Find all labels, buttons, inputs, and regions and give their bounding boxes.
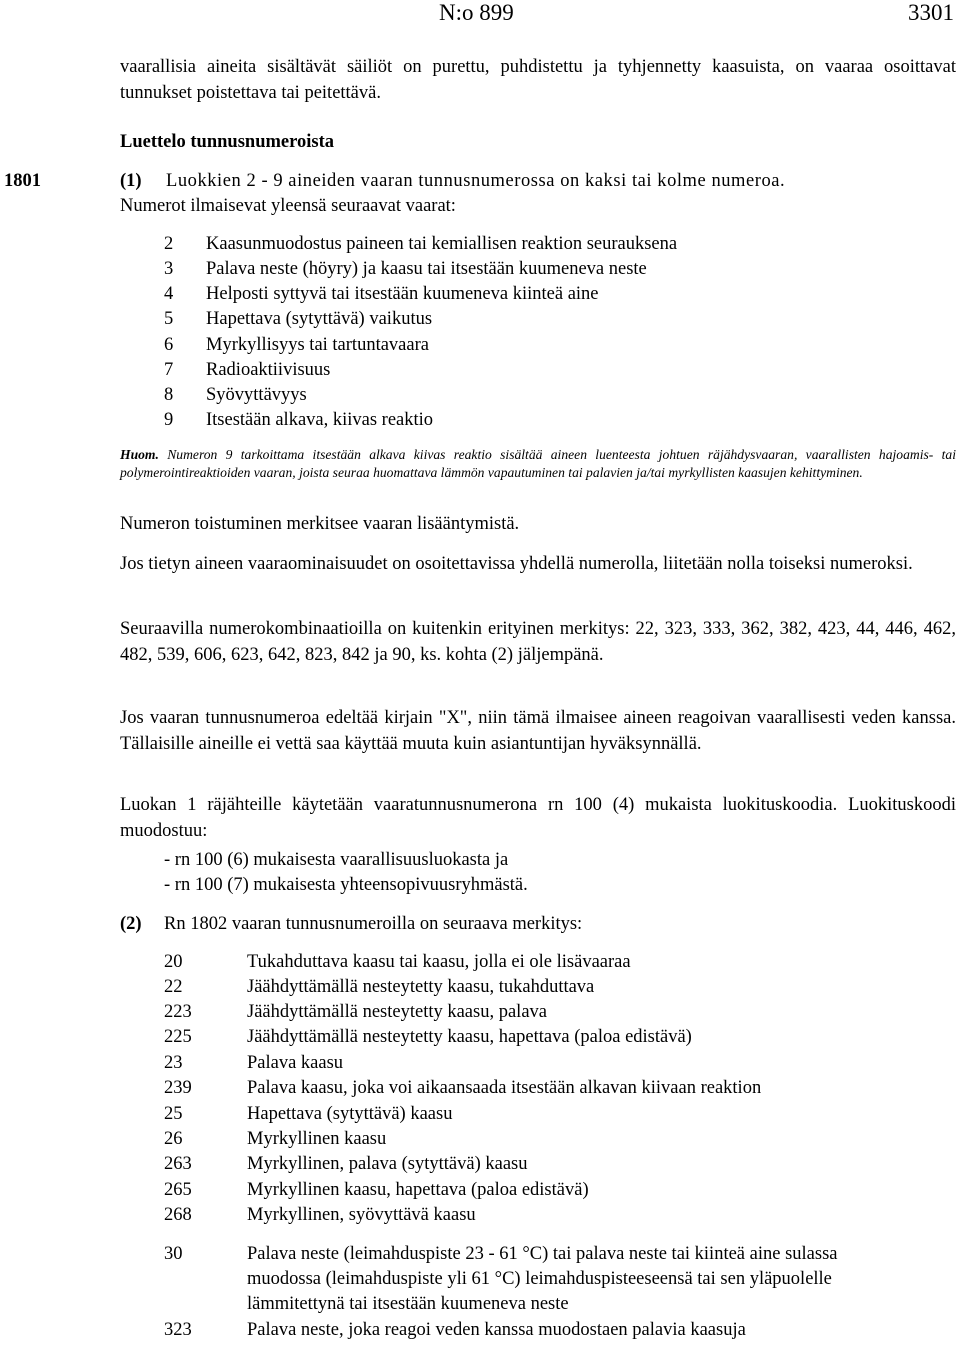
item-number: 3	[164, 259, 174, 279]
paragraph-letter-x: Jos vaaran tunnusnumeroa edeltää kirjain "X", niin tämä ilmaisee aineen reagoivan vaarallisesti veden kanssa. Tällaisille aineille ei vettä saa käyttää muuta kuin asiantuntijan hyväksynnällä.	[120, 708, 956, 754]
subsection-1-line1: Luokkien 2 - 9 aineiden vaaran tunnusnumerossa on kaksi tai kolme numeroa.	[166, 171, 786, 191]
paragraph-class-1: Luokan 1 räjähteille käytetään vaaratunnusnumerona rn 100 (4) mukaista luokituskoodia. Luokituskoodi muodostuu:	[120, 795, 956, 841]
code-number: 30	[164, 1244, 183, 1264]
marginal-number: 1801	[4, 171, 41, 191]
dash-item-1: - rn 100 (6) mukaisesta vaarallisuusluokasta ja	[164, 850, 509, 870]
item-text: Kaasunmuodostus paineen tai kemiallisen reaktion seurauksena	[206, 234, 678, 254]
section-heading: Luettelo tunnusnumeroista	[120, 132, 334, 152]
code-number: 225	[164, 1027, 192, 1047]
item-text: Hapettava (sytyttävä) vaikutus	[206, 309, 433, 329]
code-text: Myrkyllinen kaasu, hapettava (paloa edistävä)	[247, 1180, 589, 1200]
code-number: 263	[164, 1154, 192, 1174]
code-number: 323	[164, 1320, 192, 1340]
note-label: Huom.	[120, 447, 159, 462]
code-text-30-line1: Palava neste (leimahduspiste 23 - 61 °C) tai palava neste tai kiinteä aine sulassa	[247, 1244, 838, 1264]
code-text: Jäähdyttämällä nesteytetty kaasu, hapettava (paloa edistävä)	[247, 1027, 692, 1047]
paragraph-repetition: Numeron toistuminen merkitsee vaaran lisääntymistä.	[120, 514, 520, 534]
code-text: Palava kaasu	[247, 1053, 344, 1073]
code-text: Jäähdyttämällä nesteytetty kaasu, tukahduttava	[247, 977, 595, 997]
code-text: Tukahduttava kaasu tai kaasu, jolla ei ole lisävaaraa	[247, 952, 631, 972]
intro-paragraph: vaarallisia aineita sisältävät säiliöt on purettu, puhdistettu ja tyhjennetty kaasuista, on vaaraa osoittavat tunnukset poistettava tai peitettävä.	[120, 57, 956, 103]
item-text: Radioaktiivisuus	[206, 360, 331, 380]
code-number: 268	[164, 1205, 192, 1225]
subsection-2-intro: Rn 1802 vaaran tunnusnumeroilla on seuraava merkitys:	[164, 914, 583, 934]
page-number: 3301	[908, 0, 954, 25]
code-number: 239	[164, 1078, 192, 1098]
subsection-2-label: (2)	[120, 914, 142, 934]
code-number: 20	[164, 952, 183, 972]
note-paragraph	[120, 446, 956, 482]
code-number: 23	[164, 1053, 183, 1073]
item-text: Helposti syttyvä tai itsestään kuumeneva kiinteä aine	[206, 284, 599, 304]
code-text: Hapettava (sytyttävä) kaasu	[247, 1104, 453, 1124]
code-number: 25	[164, 1104, 183, 1124]
subsection-1-label: (1)	[120, 171, 142, 191]
item-number: 8	[164, 385, 174, 405]
item-text: Myrkyllisyys tai tartuntavaara	[206, 335, 429, 355]
item-text: Itsestään alkava, kiivas reaktio	[206, 410, 434, 430]
item-number: 2	[164, 234, 174, 254]
dash-item-2: - rn 100 (7) mukaisesta yhteensopivuusryhmästä.	[164, 875, 528, 895]
code-number: 22	[164, 977, 183, 997]
note-text: Numeron 9 tarkoittama itsestään alkava kiivas reaktio sisältää aineen luenteesta johtuen räjähdysvaaran, vaarallisten hajoamis- tai polymerointireaktioiden vaaran, joista seuraa huomattava lämmön vapautuminen tai palavien ja/tai myrkyllisten kaasujen kehittyminen.	[120, 447, 956, 480]
paragraph-zero: Jos tietyn aineen vaaraominaisuudet on osoitettavissa yhdellä numerolla, liitetään nolla toiseksi numeroksi.	[120, 554, 913, 574]
item-text: Syövyttävyys	[206, 385, 307, 405]
code-number: 223	[164, 1002, 192, 1022]
code-number: 265	[164, 1180, 192, 1200]
item-text: Palava neste (höyry) ja kaasu tai itsestään kuumeneva neste	[206, 259, 647, 279]
code-text-30-line3: lämmitettynä tai itsestään kuumeneva neste	[247, 1294, 569, 1314]
paragraph-combinations: Seuraavilla numerokombinaatioilla on kuitenkin erityinen merkitys: 22, 323, 333, 362, 382, 423, 44, 446, 462, 482, 539, 606, 623, 642, 823, 842 ja 90, ks. kohta (2) jäljempänä.	[120, 619, 956, 665]
code-text: Palava kaasu, joka voi aikaansaada itsestään alkavan kiivaan reaktion	[247, 1078, 762, 1098]
code-text-30-line2: muodossa (leimahduspiste yli 61 °C) leimahduspisteeseensä tai sen yläpuolelle	[247, 1269, 832, 1289]
item-number: 5	[164, 309, 174, 329]
item-number: 6	[164, 335, 174, 355]
page-publication-number: N:o 899	[439, 0, 514, 25]
code-text: Myrkyllinen kaasu	[247, 1129, 387, 1149]
item-number: 9	[164, 410, 174, 430]
subsection-1-line2: Numerot ilmaisevat yleensä seuraavat vaarat:	[120, 196, 456, 216]
code-text: Myrkyllinen, syövyttävä kaasu	[247, 1205, 476, 1225]
code-number: 26	[164, 1129, 183, 1149]
item-number: 4	[164, 284, 174, 304]
item-number: 7	[164, 360, 174, 380]
code-text: Jäähdyttämällä nesteytetty kaasu, palava	[247, 1002, 547, 1022]
code-text: Palava neste, joka reagoi veden kanssa muodostaen palavia kaasuja	[247, 1320, 746, 1340]
code-text: Myrkyllinen, palava (sytyttävä) kaasu	[247, 1154, 528, 1174]
